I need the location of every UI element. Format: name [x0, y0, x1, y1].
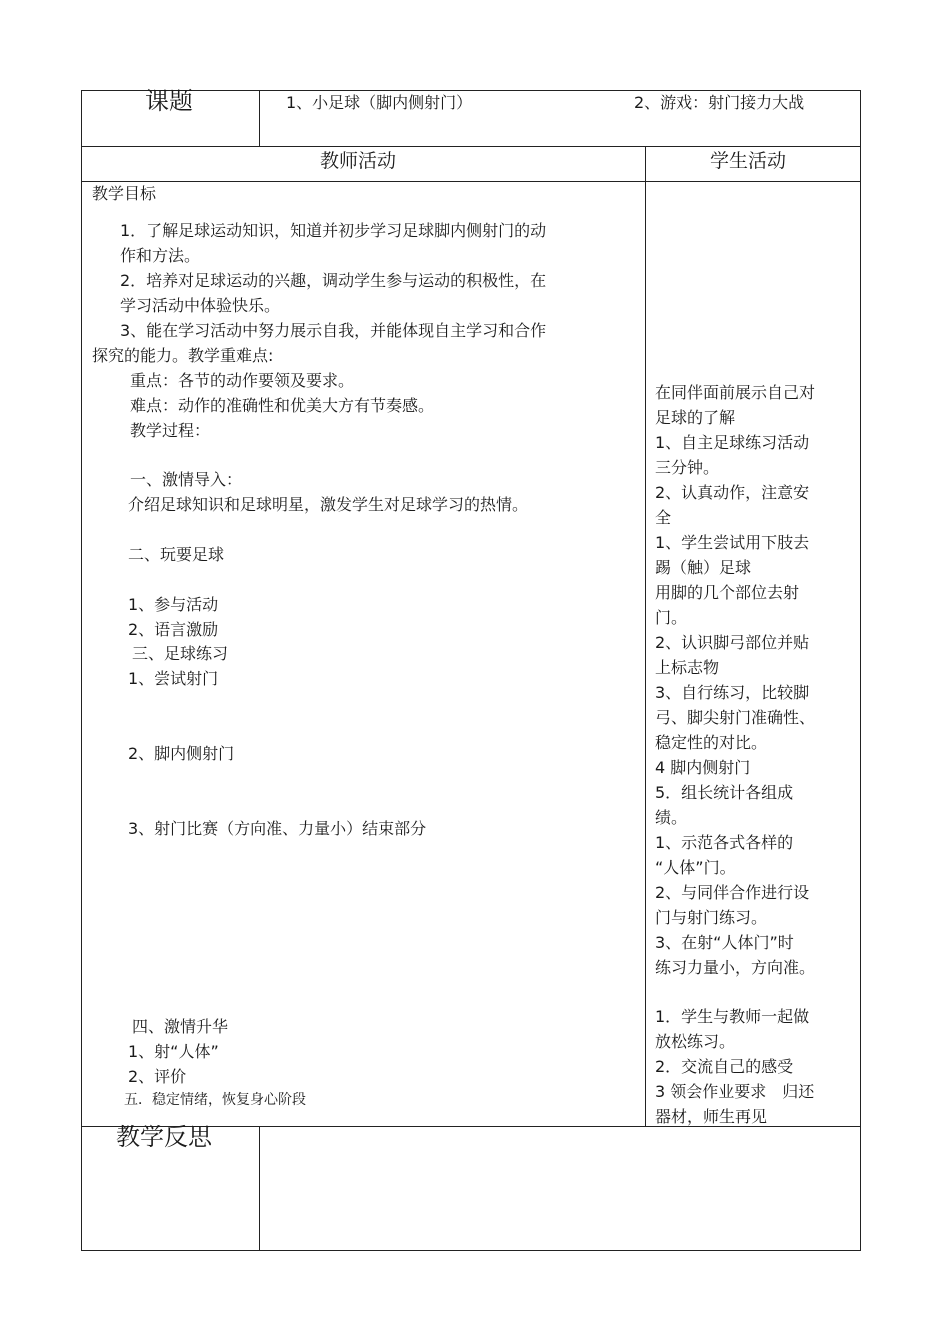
student-activity-header: 学生活动 [710, 150, 787, 172]
key-point-line: 重点：各节的动作要领及要求。 [130, 371, 355, 390]
section-3-heading: 三、足球练习 [132, 644, 229, 663]
goal-2-line-2: 学习活动中体验快乐。 [120, 296, 281, 315]
section-2-item-2: 2、语言激励 [128, 620, 219, 639]
student-line: 在同伴面前展示自己对 [655, 383, 816, 402]
student-line: 3、在射“人体门”时 [655, 933, 794, 952]
student-line: 全 [655, 508, 672, 527]
student-line: 放松练习。 [655, 1032, 736, 1051]
section-1-text: 介绍足球知识和足球明星，激发学生对足球学习的热情。 [128, 495, 529, 514]
table-bottom-border [81, 1250, 861, 1251]
student-line: 1、自主足球练习活动 [655, 433, 810, 452]
goal-3-line-1: 3、能在学习活动中努力展示自我，并能体现自主学习和合作 [120, 321, 547, 340]
student-line: 门与射门练习。 [655, 908, 768, 927]
section-4-item-1: 1、射“人体” [128, 1042, 219, 1061]
student-line: 三分钟。 [655, 458, 720, 477]
section-4-item-2: 2、评价 [128, 1067, 187, 1086]
student-line: “人体”门。 [655, 858, 736, 877]
table-right-border [860, 90, 861, 1251]
student-line: 5．组长统计各组成 [655, 783, 794, 802]
student-line: 3 领会作业要求 归还 [655, 1082, 815, 1101]
section-5-heading: 五．稳定情绪，恢复身心阶段 [124, 1092, 306, 1108]
topic-item-2: 2、游戏：射门接力大战 [634, 93, 805, 112]
student-line: 踢（触）足球 [655, 558, 752, 577]
section-1-heading: 一、激情导入： [130, 470, 243, 489]
teaching-reflection-label: 教学反思 [116, 1123, 212, 1151]
teacher-activity-header: 教师活动 [320, 150, 397, 172]
teaching-process-heading: 教学过程： [130, 421, 211, 440]
student-line: 弓、脚尖射门准确性、 [655, 708, 816, 727]
topic-label-divider [259, 90, 260, 147]
section-2-heading: 二、玩要足球 [128, 545, 225, 564]
section-3-item-3: 3、射门比赛（方向准、力量小）结束部分 [128, 819, 427, 838]
student-line: 用脚的几个部位去射 [655, 583, 800, 602]
student-line: 足球的了解 [655, 408, 736, 427]
goal-1-line-1: 1．了解足球运动知识，知道并初步学习足球脚内侧射门的动 [120, 221, 547, 240]
student-line: 1、示范各式各样的 [655, 833, 794, 852]
student-line: 2、与同伴合作进行设 [655, 883, 810, 902]
student-line: 器材，师生再见 [655, 1107, 768, 1126]
student-line: 门。 [655, 608, 688, 627]
topic-label: 课题 [145, 87, 193, 115]
student-line: 2、认识脚弓部位并贴 [655, 633, 810, 652]
table-left-border [81, 90, 82, 1251]
teaching-goals-heading: 教学目标 [92, 184, 157, 203]
section-3-item-2: 2、脚内侧射门 [128, 744, 235, 763]
student-line: 4 脚内侧射门 [655, 758, 751, 777]
header-row-bottom-border [81, 181, 861, 182]
column-divider [645, 146, 646, 1127]
student-line: 稳定性的对比。 [655, 733, 768, 752]
goal-3-line-2: 探究的能力。教学重难点: [92, 346, 274, 365]
student-line: 2．交流自己的感受 [655, 1057, 794, 1076]
topic-row-bottom-border [81, 146, 861, 147]
student-line: 绩。 [655, 808, 688, 827]
student-line: 1、学生尝试用下肢去 [655, 533, 810, 552]
reflection-label-divider [259, 1126, 260, 1251]
section-4-heading: 四、激情升华 [132, 1017, 229, 1036]
student-line: 上标志物 [655, 658, 720, 677]
student-line: 1．学生与教师一起做 [655, 1007, 810, 1026]
student-line: 3、自行练习，比较脚 [655, 683, 810, 702]
student-line: 2、认真动作，注意安 [655, 483, 810, 502]
student-line: 练习力量小，方向准。 [655, 958, 816, 977]
goal-1-line-2: 作和方法。 [120, 246, 201, 265]
section-3-item-1: 1、尝试射门 [128, 669, 219, 688]
topic-item-1: 1、小足球（脚内侧射门） [286, 93, 473, 112]
difficult-point-line: 难点：动作的准确性和优美大方有节奏感。 [130, 396, 435, 415]
goal-2-line-1: 2．培养对足球运动的兴趣，调动学生参与运动的积极性，在 [120, 271, 547, 290]
section-2-item-1: 1、参与活动 [128, 595, 219, 614]
